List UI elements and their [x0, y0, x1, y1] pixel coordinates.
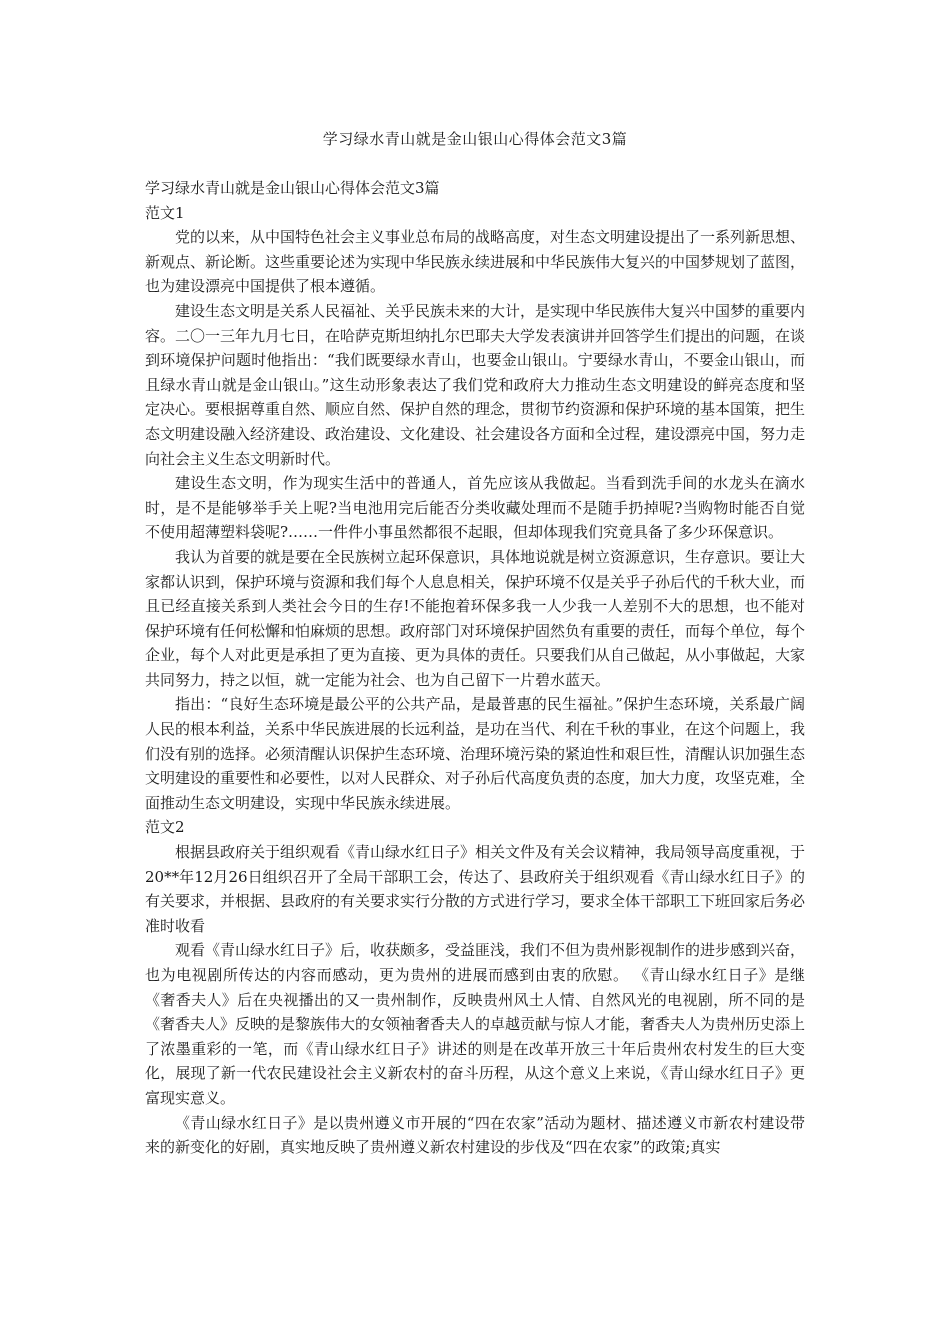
- body-paragraph: 根据县政府关于组织观看《青山绿水红日子》相关文件及有关会议精神，我局领导高度重视，于20**年12月26日组织召开了全局干部职工会，传达了、县政府关于组织观看《青山绿水红日子》的有关要求，并根据、县政府的有关要求实行分散的方式进行学习，要求全体干部职工下班回家后务必准时收看: [145, 843, 806, 935]
- body-paragraph: 指出：“良好生态环境是最公平的公共产品，是最普惠的民生福祉。”保护生态环境，关系最广阔人民的根本利益，关系中华民族进展的长远利益，是功在当代、利在千秋的事业，在这个问题上，我们没有别的选择。必须清醒认识保护生态环境、治理环境污染的紧迫性和艰巨性，清醒认识加强生态文明建设的重要性和必要性，以对人民群众、对子孙后代高度负责的态度，加大力度，攻坚克难，全面推动生态文明建设，实现中华民族永续进展。: [145, 695, 806, 812]
- document-heading: 学习绿水青山就是金山银山心得体会范文3篇: [145, 179, 440, 197]
- document-title: 学习绿水青山就是金山银山心得体会范文3篇: [322, 130, 628, 148]
- section-label: 范文1: [145, 203, 185, 222]
- body-paragraph: 观看《青山绿水红日子》后，收获颇多，受益匪浅，我们不但为贵州影视制作的进步感到兴奋，也为电视剧所传达的内容而感动，更为贵州的进展而感到由衷的欣慰。 《青山绿水红日子》是继《奢香夫人》后在央视播出的又一贵州制作，反映贵州风土人情、自然风光的电视剧，所不同的是《奢香夫人》反映的是黎族伟大的女领袖奢香夫人的卓越贡献与惊人才能，奢香夫人为贵州历史添上了浓墨重彩的一笔，而《青山绿水红日子》讲述的则是在改革开放三十年后贵州农村发生的巨大变化，展现了新一代农民建设社会主义新农村的奋斗历程，从这个意义上来说，《青山绿水红日子》更富现实意义。: [145, 941, 806, 1107]
- document-body: [145, 176, 805, 1160]
- body-paragraph: 《青山绿水红日子》是以贵州遵义市开展的“四在农家”活动为题材、描述遵义市新农村建设带来的新变化的好剧，真实地反映了贵州遵义新农村建设的步伐及“四在农家”的政策;真实: [145, 1113, 805, 1157]
- section-label: 范文2: [145, 818, 185, 837]
- body-paragraph: 建设生态文明，作为现实生活中的普通人，首先应该从我做起。当看到洗手间的水龙头在滴水时，是不是能够举手关上呢?当电池用完后能否分类收藏处理而不是随手扔掉呢?当购物时能否自觉不使用超薄塑料袋呢?……一件件小事虽然都很不起眼，但却体现我们究竟具备了多少环保意识。: [145, 474, 805, 542]
- document-page: [145, 0, 805, 1344]
- body-paragraph: 党的以来，从中国特色社会主义事业总布局的战略高度，对生态文明建设提出了一系列新思想、新观点、新论断。这些重要论述为实现中华民族永续进展和中华民族伟大复兴的中国梦规划了蓝图，也为建设漂亮中国提供了根本遵循。: [145, 228, 806, 296]
- body-paragraph: 我认为首要的就是要在全民族树立起环保意识，具体地说就是树立资源意识，生存意识。要让大家都认识到，保护环境与资源和我们每个人息息相关，保护环境不仅是关乎子孙后代的千秋大业，而且已经直接关系到人类社会今日的生存!不能抱着环保多我一人少我一人差别不大的思想，也不能对保护环境有任何松懈和怕麻烦的思想。政府部门对环境保护固然负有重要的责任，而每个单位，每个企业，每个人对此更是承担了更为直接、更为具体的责任。只要我们从自己做起，从小事做起，大家共同努力，持之以恒，就一定能为社会、也为自己留下一片碧水蓝天。: [145, 547, 806, 689]
- body-paragraph: 建设生态文明是关系人民福祉、关乎民族未来的大计，是实现中华民族伟大复兴中国梦的重要内容。二〇一三年九月七日，在哈萨克斯坦纳扎尔巴耶夫大学发表演讲并回答学生们提出的问题，在谈到环境保护问题时他指出：“我们既要绿水青山，也要金山银山。宁要绿水青山，不要金山银山，而且绿水青山就是金山银山。”这生动形象表达了我们党和政府大力推动生态文明建设的鲜亮态度和坚定决心。要根据尊重自然、顺应自然、保护自然的理念，贯彻节约资源和保护环境的基本国策，把生态文明建设融入经济建设、政治建设、文化建设、社会建设各方面和全过程，建设漂亮中国，努力走向社会主义生态文明新时代。: [145, 301, 806, 468]
